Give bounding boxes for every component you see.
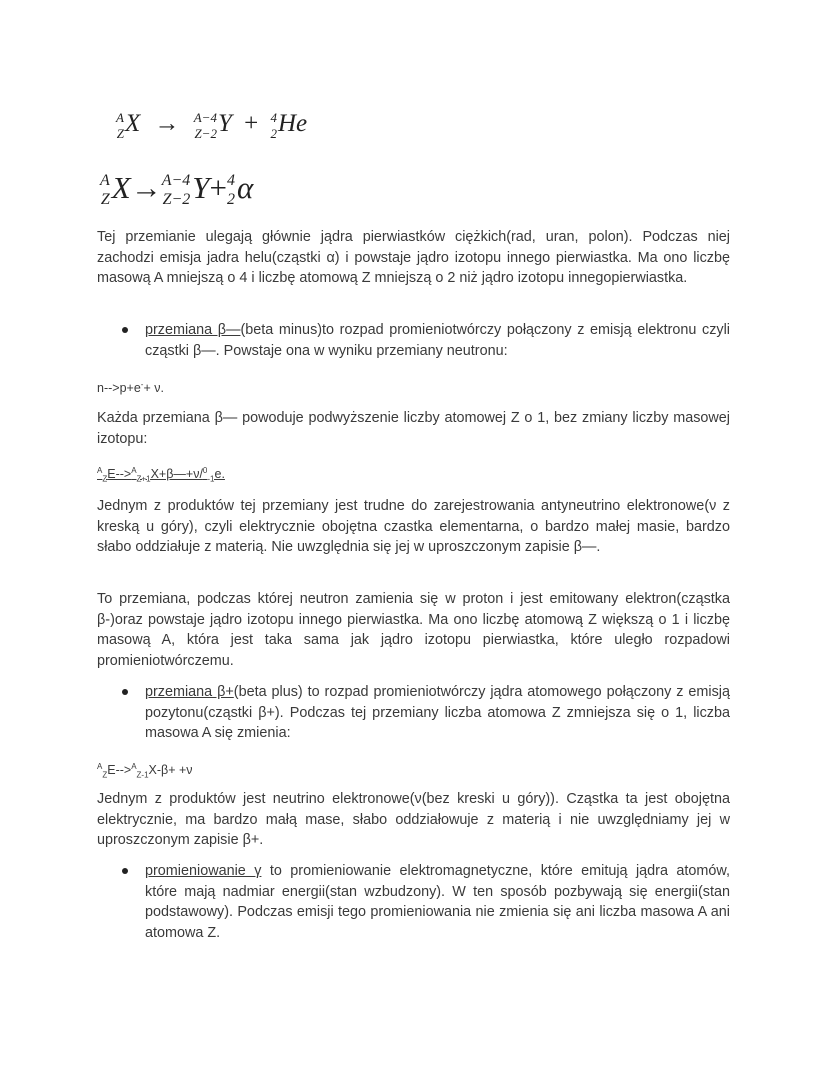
x-nuclide-indices [100,173,110,208]
term-gamma: promieniowanie γ [145,863,262,879]
alpha-mass-number: 4 [227,172,236,190]
term-beta-minus: przemiana β— [145,322,241,338]
y-nuclide-indices [162,173,191,208]
alpha-decay-equation-2 [100,170,253,208]
x-symbol: X [111,170,131,205]
gamma-definition: to promieniowanie elektromagnetyczne, które emitują jądra atomów, które mają nadmiar energii(stan wzbudzony). W ten sposób pozbywają się energii(stan podstawowy). Podczas emisji tego promieniowania nie zmienia się ani liczba masowa A ani atomowa Z. [145,863,730,941]
x-atomic-number: Z [116,125,124,141]
paragraph-neutrino: Jednym z produktów jest neutrino elektronowe(ν(bez kreski u góry)). Cząstka ta jest obojętna elektrycznie, ma bardzo małą mase, słabo oddziałowuje z materią i nie uwzględniamy jej w uproszczonym zapisie β+. [97,791,730,848]
he-mass-number: 4 [270,109,277,125]
paragraph-neutron-to-proton: To przemiana, podczas której neutron zamienia się w proton i jest emitowany elektron(cząstka β-)oraz powstaje jądro izotopu innego pierwiastka. Ma ono liczbę atomową Z większą o 1 i liczbę masową A, która jest taka sama jak jądro izotopu pierwiastka, które uległo rozpadowi promieniotwórczemu. [97,591,730,669]
formula-sup-1: A [97,762,103,771]
bullet-beta-plus-text [145,682,730,744]
reaction-part-a: n-->p+e [97,381,141,396]
formula-sup-2: A [131,762,137,771]
y-symbol: Y [192,170,210,205]
beta-minus-definition: (beta minus)to rozpad promieniotwórczy połączony z emisją elektronu czyli cząstki β—. Powstaje ona w wyniku przemiany neutronu: [145,322,730,359]
paragraph-alpha-description: Tej przemianie ulegają głównie jądra pierwiastków ciężkich(rad, uran, polon). Podczas niej zachodzi emisja jadra helu(cząstki α) i powstaje jądro izotopu innego pierwiastka. Ma ono liczbę masową A mniejszą o 4 i liczbę atomową Z mniejszą o 2 niż jądro izotopu innegopierwiastka. [97,229,730,286]
paragraph-antineutrino: Jednym z produktów tej przemiany jest trudne do zarejestrowania antyneutrino elektronowe(ν z kreską u góry), czyli elektrycznie obojętna czastka elementarna, o bardzo małej masie, bardzo słabo oddziałuje z materią. Nie uwzględnia się jej w uproszczonym zapisie β—. [97,498,730,555]
formula-sub-2: Z-1 [136,770,149,780]
alpha-atomic-number: 2 [227,191,236,209]
alpha-symbol: α [237,170,254,205]
bullet-gamma-text [145,861,730,943]
beta-plus-formula [97,757,730,786]
reaction-arrow: → [154,110,180,137]
y-atomic-number: Z−2 [194,125,217,141]
x-nuclide-indices [116,111,124,140]
beta-plus-definition: (beta plus) to rozpad promieniotwórczy jądra atomowego połączony z emisją pozytonu(cząstki β+). Podczas tej przemiany liczba atomowa Z zmniejsza się o 1, liczba masowa A się zmienia: [145,684,730,741]
he-atomic-number: 2 [270,125,277,141]
bullet-beta-minus [122,327,128,333]
plus-sign: + [209,170,228,205]
formula-sup-3: 0 [202,466,208,475]
formula-part-a: E--> [107,467,132,482]
bullet-gamma [122,868,128,874]
y-symbol: Y [217,110,232,137]
formula-part-a: E--> [107,763,132,778]
x-atomic-number: Z [100,191,110,209]
x-mass-number: A [116,109,124,125]
neutron-decay-reaction [97,375,730,399]
electron-charge-sup: - [140,380,144,389]
beta-minus-formula [97,461,730,490]
plus-sign: + [244,110,259,137]
bullet-beta-minus-text [145,320,730,361]
paragraph-beta-minus-effect: Każda przemiana β— powoduje podwyższenie liczby atomowej Z o 1, bez zmiany liczby masowej izotopu: [97,410,730,447]
formula-sub-2: Z+1 [136,474,151,484]
y-mass-number: A−4 [161,172,191,190]
formula-sub-1: Z [102,474,108,484]
alpha-decay-equation-1 [116,110,307,140]
formula-sub-1: Z [102,770,108,780]
y-atomic-number: Z−2 [162,191,191,209]
formula-part-c: e. [214,467,225,482]
term-beta-plus: przemiana β+ [145,684,234,700]
x-mass-number: A [100,172,110,190]
he-symbol: He [277,110,308,137]
reaction-part-b: + ν. [143,381,164,396]
bullet-beta-plus [122,689,128,695]
formula-sub-3: -1 [207,474,215,484]
he-nuclide-indices [270,111,277,140]
x-symbol: X [124,110,141,137]
formula-part-b: X+β—+ν/ [150,467,203,482]
y-nuclide-indices [194,111,217,140]
formula-sup-1: A [97,466,103,475]
formula-sup-2: A [131,466,137,475]
y-mass-number: A−4 [193,109,217,125]
alpha-nuclide-indices [227,173,235,208]
formula-part-b: X-β+ +ν [148,763,193,778]
reaction-arrow: → [130,170,162,205]
